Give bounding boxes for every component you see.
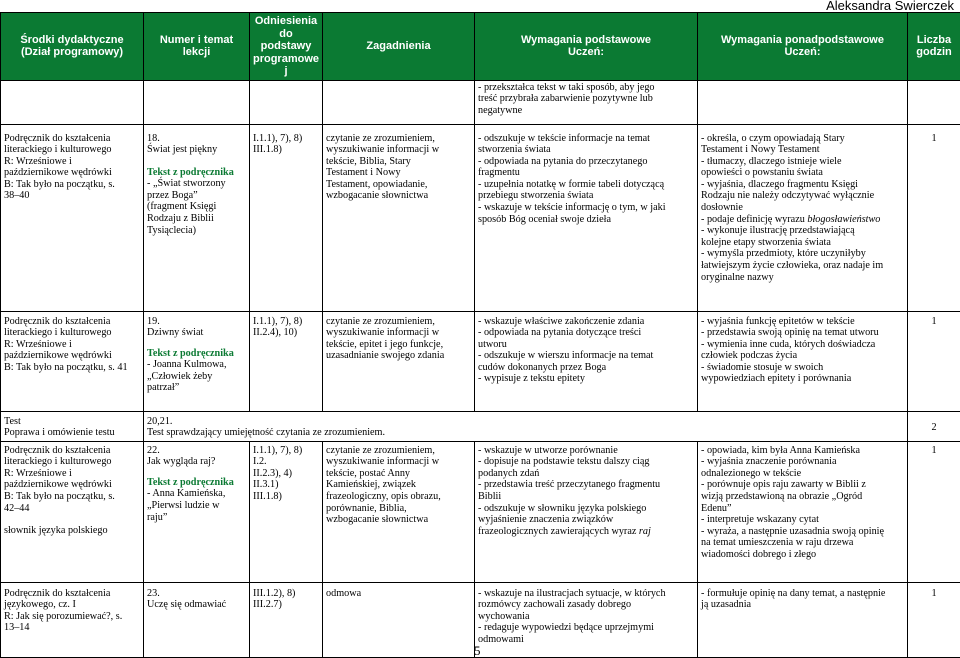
basic-requirements-cell: - wskazuje właściwe zakończenie zdania - odpowiada na pytania dotyczące treści utworu - odszukuje w wierszu informacje na temat cudów dokonanych przez Boga - wypisuje z tekstu epitety xyxy=(475,311,698,411)
table-row-test xyxy=(1,411,960,441)
header-references: Odniesienia do podstawy programowej xyxy=(250,13,323,81)
lesson-cell: 18. Świat jest piękny Tekst z podręcznika - „Świat stworzony przez Boga” (fragment Księgi Rodzaju z Biblii Tysiąclecia) xyxy=(144,124,250,311)
topics-cell: czytanie ze zrozumieniem, wyszukiwanie informacji w tekście, Biblia, Stary Testament i Nowy Testament, opowiadanie, wzbogacanie słownictwa xyxy=(323,124,475,311)
topics-cell: czytanie ze zrozumieniem, wyszukiwanie informacji w tekście, epitet i jego funkcje, uzasadnianie swojego zdania xyxy=(323,311,475,411)
table-row-carry-over xyxy=(1,80,960,124)
lesson-cell: 19. Dziwny świat Tekst z podręcznika - Joanna Kulmowa, „Człowiek żeby patrzał” xyxy=(144,311,250,411)
resources-cell: Podręcznik do kształcenia literackiego i kulturowego R: Wrześniowe i październikowe wędrówki B: Tak było na początku, s. 42–44 słownik języka polskiego xyxy=(1,441,144,582)
references-cell: I.1.1), 7), 8) II.2.4), 10) xyxy=(250,311,323,411)
header-topics: Zagadnienia xyxy=(323,13,475,81)
topics-cell: czytanie ze zrozumieniem, wyszukiwanie informacji w tekście, postać Anny Kamieńskiej, związek frazeologiczny, opis obrazu, porównanie, Biblia, wzbogacanie słownictwa xyxy=(323,441,475,582)
advanced-requirements-cell: - formułuje opinię na dany temat, a następnie ją uzasadnia xyxy=(698,582,908,657)
author-name: Aleksandra Swierczek xyxy=(826,0,954,13)
hours-cell: 1 xyxy=(908,311,960,411)
header-lesson: Numer i temat lekcji xyxy=(144,13,250,81)
resources-cell: Podręcznik do kształcenia literackiego i kulturowego R: Wrześniowe i październikowe wędrówki B: Tak było na początku, s. 38–40 xyxy=(1,124,144,311)
basic-requirements-cell: - wskazuje na ilustracjach sytuacje, w których rozmówcy zachowali zasady dobrego wychowania - redaguje wypowiedzi będące uprzejmymi odmowami xyxy=(475,582,698,657)
advanced-requirements-cell: - opowiada, kim była Anna Kamieńska - wyjaśnia znaczenie porównania odnalezionego w tekście - porównuje opis raju zawarty w Biblii z wizją przedstawioną na obrazie „Ogród Edenu” - interpretuje wskazany cytat - wyraża, a następnie uzasadnia swoją opinię na temat umieszczenia w raju drzewa wiadomości dobrego i złego xyxy=(698,441,908,582)
advanced-requirements-cell: - określa, o czym opowiadają Stary Testament i Nowy Testament - tłumaczy, dlaczego istnieje wiele opowieści o powstaniu świata - wyjaśnia, dlaczego fragmentu Księgi Rodzaju nie należy odczytywać wyłącznie dosłownie - podaje definicję wyrazu błogosławieństwo - wykonuje ilustrację przedstawiającą kolejne etapy stworzenia świata - wymyśla przedmioty, które uczyniłyby łatwiejszym życie człowieka, oraz nadaje im oryginalne nazwy xyxy=(698,124,908,311)
lesson-text-label: Tekst z podręcznika xyxy=(147,166,234,178)
hours-cell: 1 xyxy=(908,582,960,657)
lesson-text-label: Tekst z podręcznika xyxy=(147,476,234,488)
resources-cell: Podręcznik do kształcenia literackiego i kulturowego R: Wrześniowe i październikowe wędrówki B: Tak było na początku, s. 41 xyxy=(1,311,144,411)
lesson-cell: 22. Jak wygląda raj? Tekst z podręcznika - Anna Kamieńska, „Pierwsi ludzie w raju” xyxy=(144,441,250,582)
page-number: 5 xyxy=(474,643,481,658)
lesson-plan-table xyxy=(0,12,960,658)
header-hours: Liczba godzin xyxy=(908,13,960,81)
references-cell: I.1.1), 7), 8) I.2. II.2.3), 4) II.3.1) III.1.8) xyxy=(250,441,323,582)
table-row-lesson-18 xyxy=(1,124,960,311)
basic-requirements-cell: - odszukuje w tekście informacje na temat stworzenia świata - odpowiada na pytania do przeczytanego fragmentu - uzupełnia notatkę w formie tabeli dotyczącą przebiegu stworzenia świata - wskazuje w tekście informację o tym, w jaki sposób Bóg oceniał swoje dzieła xyxy=(475,124,698,311)
references-cell: I.1.1), 7), 8) III.1.8) xyxy=(250,124,323,311)
basic-requirements-cell: - wskazuje w utworze porównanie - dopisuje na podstawie tekstu dalszy ciąg podanych zdań - przedstawia treść przeczytanego fragmentu Biblii - odszukuje w słowniku języka polskiego wyjaśnienie znaczenia związków frazeologicznych zawierających wyraz raj xyxy=(475,441,698,582)
header-basic: Wymagania podstawowe Uczeń: xyxy=(475,13,698,81)
table-row-lesson-19 xyxy=(1,311,960,411)
advanced-requirements-cell: - wyjaśnia funkcję epitetów w tekście - przedstawia swoją opinię na temat utworu - wymienia inne cuda, których doświadcza człowiek podczas życia - świadomie stosuje w swoich wypowiedziach epitety i porównania xyxy=(698,311,908,411)
hours-cell: 2 xyxy=(908,411,960,441)
topics-cell: odmowa xyxy=(323,582,475,657)
hours-cell: 1 xyxy=(908,441,960,582)
header-advanced: Wymagania ponadpodstawowe Uczeń: xyxy=(698,13,908,81)
header-resources: Środki dydaktyczne (Dział programowy) xyxy=(1,13,144,81)
resources-cell: Test Poprawa i omówienie testu xyxy=(1,411,144,441)
resources-cell: Podręcznik do kształcenia językowego, cz. I R: Jak się porozumiewać?, s. 13–14 xyxy=(1,582,144,657)
references-cell: III.1.2), 8) III.2.7) xyxy=(250,582,323,657)
hours-cell: 1 xyxy=(908,124,960,311)
test-description-cell: 20,21. Test sprawdzający umiejętność czytania ze zrozumieniem. xyxy=(144,411,908,441)
table-row-lesson-22 xyxy=(1,441,960,582)
lesson-text-label: Tekst z podręcznika xyxy=(147,347,234,359)
header-row xyxy=(1,13,960,81)
lesson-cell: 23. Uczę się odmawiać xyxy=(144,582,250,657)
carry-over-basic: - przekształca tekst w taki sposób, aby jego treść przybrała zabarwienie pozytywne lub negatywne xyxy=(475,80,698,124)
